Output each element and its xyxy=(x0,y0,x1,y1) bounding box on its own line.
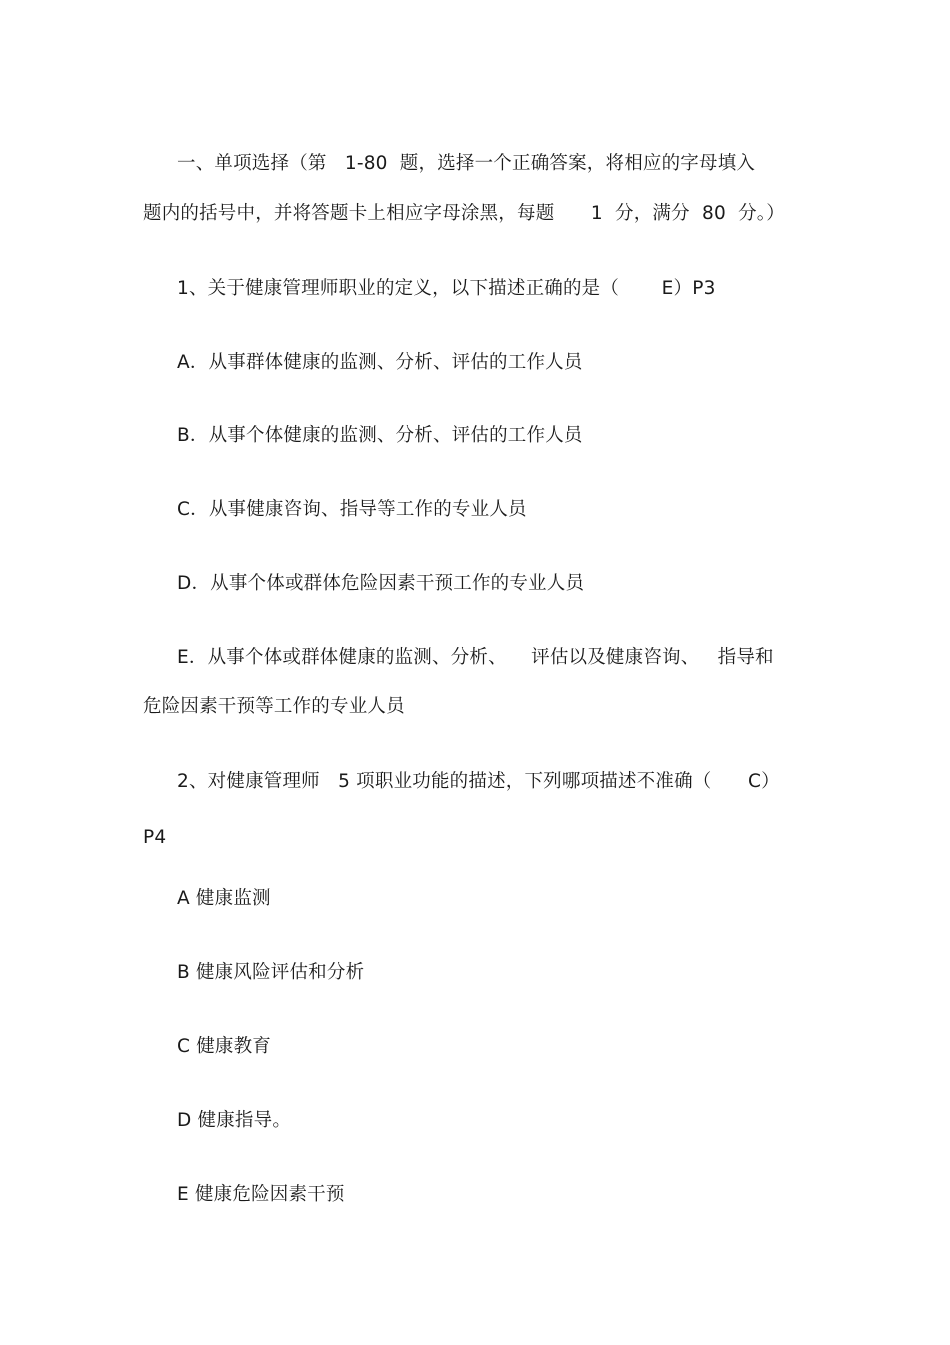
question-2-stem-line-2: P4 xyxy=(143,827,167,848)
question-2-option-e: E 健康危险因素干预 xyxy=(177,1184,345,1205)
question-2-option-a: A 健康监测 xyxy=(177,888,271,909)
question-1-stem: 1、关于健康管理师职业的定义，以下描述正确的是（ E）P3 xyxy=(177,278,716,299)
question-1-option-d: D．从事个体或群体危险因素干预工作的专业人员 xyxy=(177,573,585,594)
question-1-option-e-line-2: 危险因素干预等工作的专业人员 xyxy=(143,696,405,717)
question-2-option-c: C 健康教育 xyxy=(177,1036,271,1057)
question-2-stem-line-1: 2、对健康管理师 5 项职业功能的描述，下列哪项描述不准确（ C） xyxy=(177,771,780,792)
section-heading-line-2: 题内的括号中，并将答题卡上相应字母涂黑，每题 1 分，满分 80 分。） xyxy=(143,203,785,224)
question-1-option-c: C．从事健康咨询、指导等工作的专业人员 xyxy=(177,499,527,520)
question-2-option-b: B 健康风险评估和分析 xyxy=(177,962,365,983)
question-1-option-a: A．从事群体健康的监测、分析、评估的工作人员 xyxy=(177,352,583,373)
question-2-option-d: D 健康指导。 xyxy=(177,1110,292,1131)
question-1-option-b: B．从事个体健康的监测、分析、评估的工作人员 xyxy=(177,425,583,446)
question-1-option-e-line-1: E．从事个体或群体健康的监测、分析、 评估以及健康咨询、 指导和 xyxy=(177,647,774,668)
section-heading-line-1: 一、单项选择（第 1-80 题，选择一个正确答案，将相应的字母填入 xyxy=(177,153,756,174)
